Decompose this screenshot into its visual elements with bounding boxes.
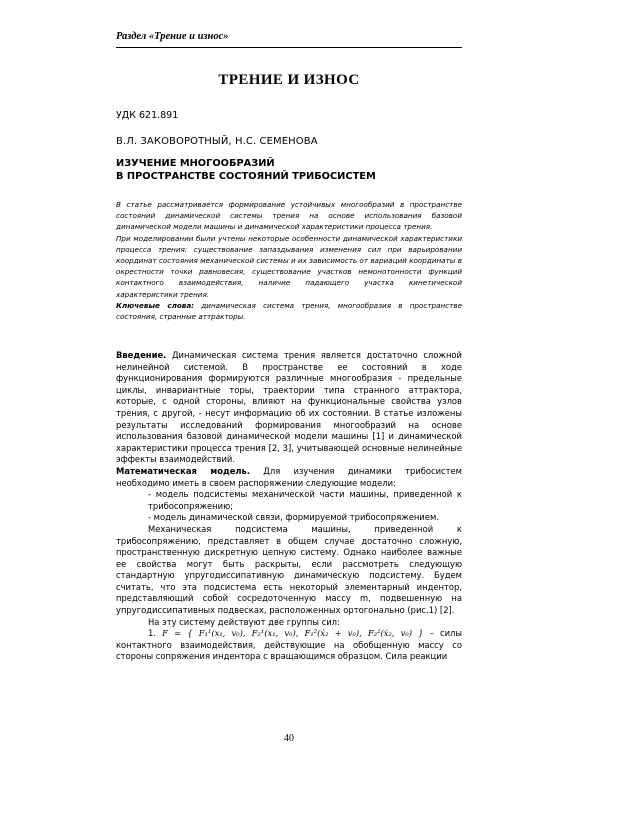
body-text — [116, 350, 462, 663]
model-label: Математическая модель. — [116, 465, 251, 476]
model-paragraph — [116, 466, 462, 489]
intro-text: Динамическая система трения является достаточно сложной нелинейной системой. В пространстве ее состояний в ходе функционирования формируются различные многообразия - предельные циклы, инвариантные торы, траектории типа странного аттрактора, которые, с одной стороны, влияют на функциональные свойства узлов трения, с другой, - несут информацию об их состоянии. В статье изложены результаты исследований формирования многообразий на основе использования базовой динамической модели машины [1] и динамической характеристики процесса трения [2, 3], учитывающей основные нелинейные эффекты взаимодействий. — [116, 350, 462, 465]
paper-title-line-1: ИЗУЧЕНИЕ МНОГООБРАЗИЙ — [116, 158, 275, 169]
header-divider — [116, 47, 462, 48]
formula-number: 1. — [148, 628, 156, 639]
list-item-mechanical: - модель подсистемы механической части машины, приведенной к трибосопряжению; — [148, 489, 462, 511]
abstract-paragraph-1: В статье рассматривается формирование устойчивых многообразий в пространстве состояний динамической системы трения на основе использования базовой динамической модели машины и динамической характеристики процесса трения. — [116, 200, 462, 232]
abstract — [116, 199, 462, 322]
formula-description: – силы контактного взаимодействия, действующие на обобщенную массу со стороны сопряжения индентора с вращающимся образцом. Сила реакции — [116, 628, 463, 662]
page-number: 40 — [284, 733, 294, 744]
authors: В.Л. ЗАКОВОРОТНЫЙ, Н.С. СЕМЕНОВА — [116, 136, 318, 147]
paper-title-line-2: В ПРОСТРАНСТВЕ СОСТОЯНИЙ ТРИБОСИСТЕМ — [116, 171, 376, 182]
mechanical-subsystem-paragraph: Механическая подсистема машины, приведенной к трибосопряжению, представляет в общем случае достаточно сложную, пространственную дискретную цепную систему. Однако наиболее важные ее свойства могут быть раскрыты, если рассмотреть следующую стандартную упругодиссипативную динамическую подсистему. Будем считать, что эта подсистема есть некоторый элементарный индентор, представляющий собой сосредоточенную массу m, подвешенную на упругодиссипативных подвесках, расположенных ортогонально (рис.1) [2]. — [116, 523, 462, 616]
running-head: Раздел «Трение и износ» — [116, 31, 229, 42]
keywords-label: Ключевые слова: — [116, 300, 195, 310]
formula-paragraph — [116, 628, 462, 663]
model-text: Для изучения динамики трибосистем необходимо иметь в своем распоряжении следующие модели: — [116, 465, 462, 488]
keywords — [116, 300, 462, 322]
udk-code: УДК 621.891 — [116, 110, 179, 121]
section-title: ТРЕНИЕ И ИЗНОС — [218, 72, 360, 88]
paper-title — [116, 157, 376, 183]
list-item-dynamic-link: - модель динамической связи, формируемой трибосопряжением. — [148, 512, 439, 523]
forces-paragraph: На эту систему действуют две группы сил: — [148, 616, 340, 627]
intro-paragraph — [116, 350, 462, 466]
intro-label: Введение. — [116, 350, 167, 360]
force-formula: F = { F₁¹(x₁, v₀), F₂¹(x₁, v₀), F₁²(ẋ₂ + v₀), F₂²(ẋ₂, v₀) } — [162, 628, 424, 639]
abstract-paragraph-2: При моделировании были учтены некоторые особенности динамической характеристики процесса трения: существование запаздывания изменения сил при варьировании координат состояния механической системы и их зависимость от вариаций координаты в окрестности точки равновесия, существование участков немонотонности функций контактного взаимодействия, наличие падающего участка кинетической характеристики трения. — [116, 233, 462, 299]
keywords-text: динамическая система трения, многообразия в пространстве состояния, странные аттракторы. — [116, 300, 462, 322]
